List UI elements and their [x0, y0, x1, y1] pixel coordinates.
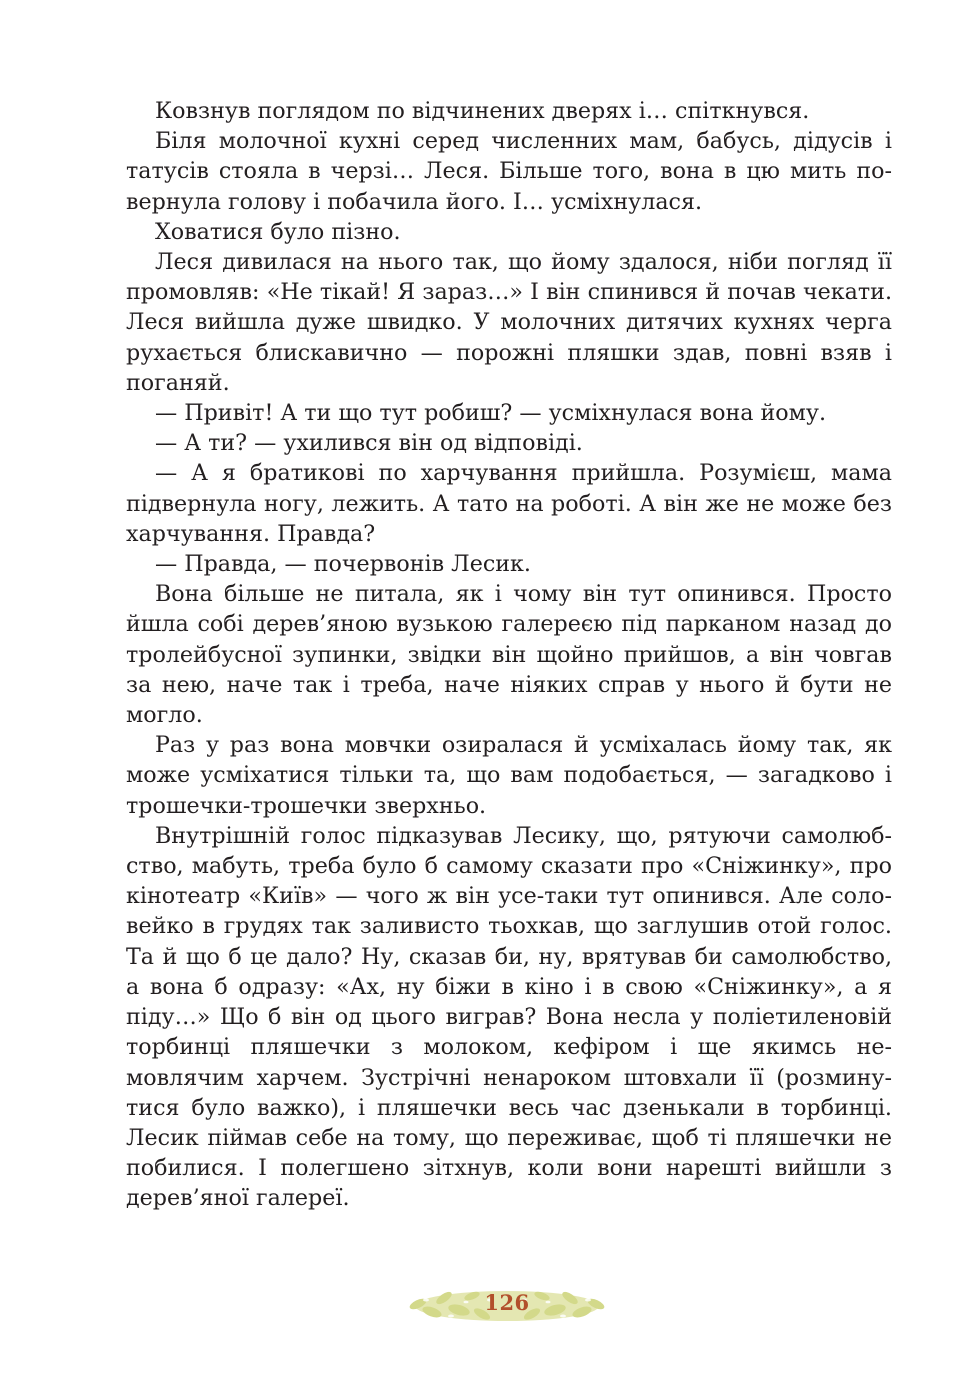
paragraph-4: Леся дивилася на нього так, що йому здалося, ніби погляд її промовляв: «Не тікай! Я зараз…» І він спинився й почав чекати. Леся вийшла дуже швидко. У молочних дитячих кухнях черга рухається блискавично — порожні пляшки здав, повні взяв і поганяй.: [126, 249, 892, 396]
paragraph-11: Внутрішній голос підказував Лесику, що, рятуючи самолюбство, мабуть, треба було б самому сказати про «Сніжинку», про кінотеатр «Київ» — чого ж він усе-таки тут опинився. Але соловейко в грудях так заливисто тьохкав, що заглушив отой голос. Та й що б це дало? Ну, сказав би, ну, врятував би самолюбство, а вона б одразу: «Ах, ну біжи в кіно і в свою «Сніжинку», а я піду…» Що б він од цього виграв? Вона несла у поліетиленовій торбинці пляшечки з молоком, кефіром і ще якимсь немовлячим харчем. Зустрічні ненароком штовхали її (розминутися було важко), і пляшечки весь час дзенькали в торбинці. Лесик піймав себе на тому, що переживає, щоб ті пляшечки не побилися. І полегшено зітхнув, коли вони нарешті вийшли з дерев’яної галереї.: [126, 822, 892, 1212]
paragraph-2: Біля молочної кухні серед численних мам, бабусь, дідусів і татусів стояла в черзі… Леся. Більше того, вона в цю мить повернула голову і побачила його. І… усміхнулася.: [126, 128, 892, 215]
paragraph-8: — Правда, — почервонів Лесик.: [155, 551, 531, 578]
paragraph-10: Раз у раз вона мовчки озиралася й усміхалась йому так, як може усміхатися тільки та, що вам подобається, — загадково і трошечки-трошечки зверхньо.: [126, 732, 892, 819]
paragraph-5: — Привіт! А ти що тут робиш? — усміхнулася вона йому.: [155, 400, 827, 427]
page-footer: [404, 1280, 610, 1332]
paragraph-6: — А ти? — ухилився він од відповіді.: [155, 430, 583, 457]
paragraph-1: Ковзнув поглядом по відчинених дверях і… спіткнувся.: [155, 98, 810, 124]
paragraph-9: Вона більше не питала, як і чому він тут опинився. Просто йшла собі дерев’яною вузькою галереєю під парканом назад до тролейбусної зупинки, звідки він щойно прийшов, а він човгав за нею, наче так і треба, наче ніяких справ у нього й бути не могло.: [126, 581, 892, 729]
page-number: 126: [484, 1290, 530, 1315]
page-text: [126, 96, 892, 1214]
paragraph-7: — А я братикові по харчування прийшла. Розумієш, мама підвернула ногу, лежить. А тато на роботі. А він же не може без харчування. Правда?: [126, 460, 892, 547]
paragraph-3: Ховатися було пізно.: [155, 218, 401, 245]
